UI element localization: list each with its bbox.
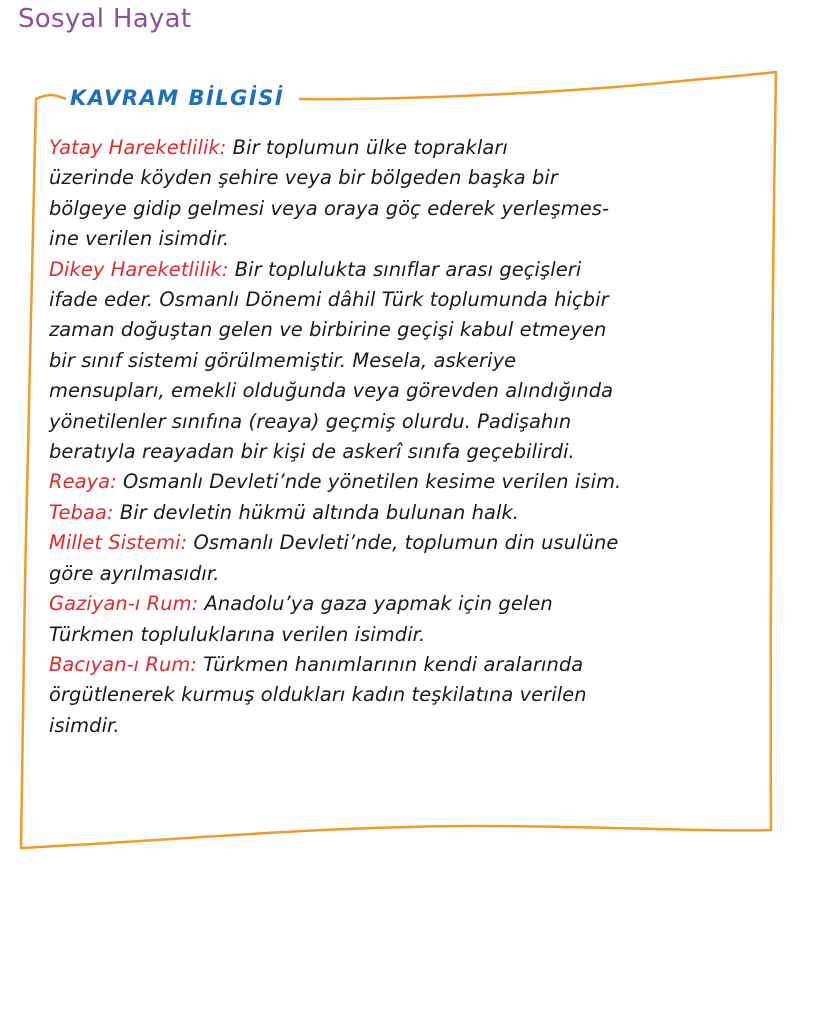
concept-entry (49, 467, 777, 497)
concept-line (49, 559, 777, 589)
concept-definition-text: isimdir. (49, 713, 120, 737)
concept-line (49, 680, 777, 710)
concept-definition-text: Türkmen topluluklarına verilen isimdir. (49, 622, 426, 646)
concept-line (49, 163, 777, 193)
concept-definition-text: Osmanlı Devleti’nde yönetilen kesime verilen isim. (116, 470, 622, 494)
concept-entry (49, 650, 777, 741)
concept-definition-text: Bir devletin hükmü altında bulunan halk. (113, 500, 520, 524)
concept-line (49, 315, 777, 345)
concept-definition-text: ine verilen isimdir. (49, 227, 230, 251)
concept-term: Dikey Hareketlilik: (49, 257, 229, 281)
concept-line (49, 133, 777, 163)
concept-definition-text: zaman doğuştan gelen ve birbirine geçişi kabul etmeyen (49, 318, 607, 342)
concept-definition-text: üzerinde köyden şehire veya bir bölgeden başka bir (49, 166, 558, 190)
concept-term: Tebaa: (49, 500, 114, 524)
concept-term: Yatay Hareketlilik: (49, 136, 227, 159)
concept-line (49, 376, 777, 406)
concept-line (49, 467, 777, 497)
concept-line (49, 498, 777, 528)
concept-line (49, 194, 777, 224)
concept-line (49, 285, 777, 315)
concept-entry (49, 528, 777, 589)
concept-definition-text: örgütlenerek kurmuş oldukları kadın teşkilatına verilen (49, 683, 587, 707)
concept-list (49, 133, 777, 741)
concept-term: Gaziyan-ı Rum: (49, 592, 199, 616)
concept-line (49, 437, 777, 467)
concept-line (49, 620, 777, 650)
section-title: Sosyal Hayat (18, 4, 192, 34)
concept-definition-text: Türkmen hanımlarının kendi aralarında (197, 652, 584, 676)
concept-line (49, 589, 777, 619)
concept-entry (49, 589, 777, 650)
concept-definition-text: bölgeye gidip gelmesi veya oraya göç ederek yerleşmes- (49, 196, 610, 220)
concept-line (49, 224, 777, 254)
concept-definition-text: göre ayrılmasıdır. (49, 561, 220, 585)
concept-definition-text: Bir toplulukta sınıflar arası geçişleri (228, 257, 582, 281)
concept-definition-text: yönetilenler sınıfına (reaya) geçmiş olurdu. Padişahın (49, 409, 572, 433)
concept-entry (49, 255, 777, 468)
concept-line (49, 407, 777, 437)
concept-definition-text: beratıyla reayadan bir kişi de askerî sınıfa geçebilirdi. (49, 440, 575, 464)
concept-entry (49, 133, 777, 255)
concept-definition-text: Osmanlı Devleti’nde, toplumun din usulüne (187, 531, 619, 555)
concept-line (49, 346, 777, 376)
box-title: KAVRAM BİLGİSİ (66, 86, 288, 110)
concept-definition-text: ifade eder. Osmanlı Dönemi dâhil Türk toplumunda hiçbir (49, 288, 609, 312)
concept-line (49, 711, 777, 741)
concept-term: Reaya: (49, 470, 117, 494)
concept-line (49, 255, 777, 285)
concept-entry (49, 498, 777, 528)
concept-line (49, 650, 777, 680)
concept-definition-text: Anadolu’ya gaza yapmak için gelen (198, 592, 553, 616)
concept-definition-text: mensupları, emekli olduğunda veya görevden alındığında (49, 379, 614, 403)
concept-line (49, 528, 777, 558)
concept-term: Millet Sistemi: (49, 531, 188, 555)
concept-term: Bacıyan-ı Rum: (49, 652, 198, 676)
concept-definition-text: bir sınıf sistemi görülmemiştir. Mesela, askeriye (49, 348, 517, 372)
concept-definition-text: Bir toplumun ülke toprakları (226, 136, 508, 159)
